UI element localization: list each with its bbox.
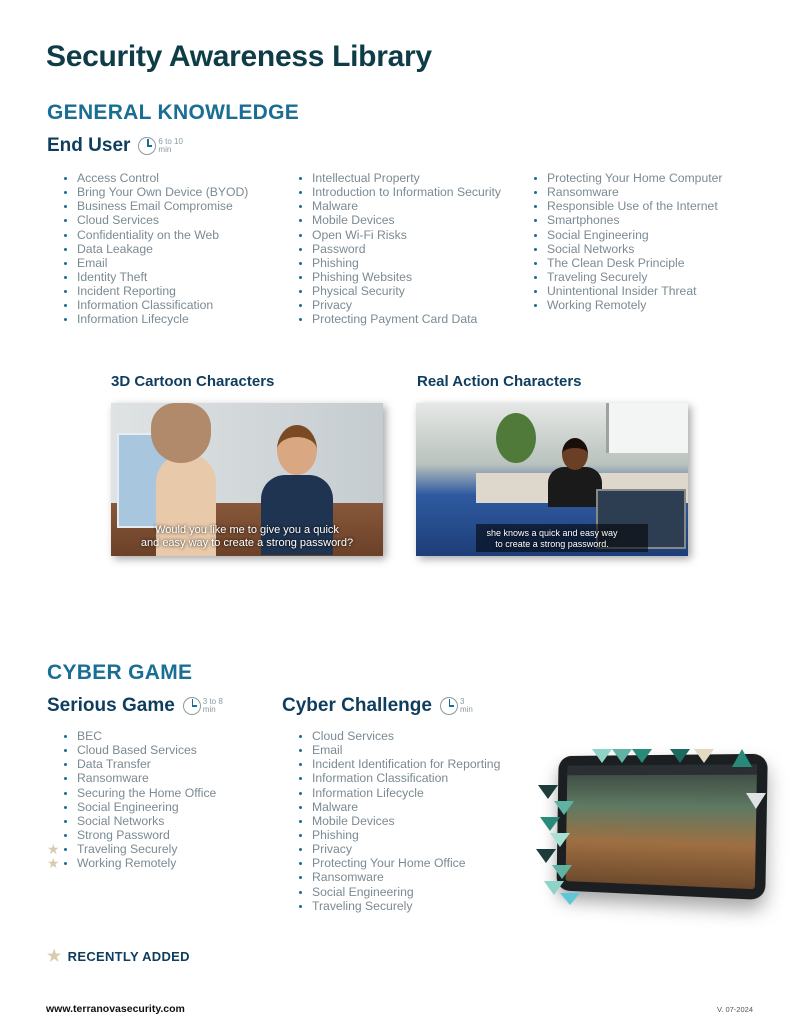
- bullet-icon: [534, 191, 537, 194]
- bullet-icon: [299, 276, 302, 279]
- list-item-label: Traveling Securely: [547, 269, 648, 284]
- cartoon-video-thumbnail: [111, 403, 383, 556]
- list-item: [282, 312, 501, 326]
- list-item-label: Working Remotely: [77, 856, 177, 871]
- list-item: [282, 899, 500, 913]
- general-knowledge-heading: GENERAL KNOWLEDGE: [47, 101, 300, 124]
- list-item-label: Cloud Services: [77, 213, 159, 228]
- list-item: [282, 298, 501, 312]
- bullet-icon: [64, 749, 67, 752]
- bullet-icon: [64, 806, 67, 809]
- bullet-icon: [299, 248, 302, 251]
- duration-range: 6 to 10: [158, 137, 183, 146]
- bullet-icon: [534, 276, 537, 279]
- bullet-icon: [299, 891, 302, 894]
- serious-game-duration: [183, 697, 223, 715]
- list-item-label: Smartphones: [547, 213, 620, 228]
- list-item: [47, 199, 248, 213]
- bullet-icon: [534, 177, 537, 180]
- page-title: Security Awareness Library: [46, 40, 432, 73]
- list-item: [517, 270, 722, 284]
- duration-unit: min: [459, 705, 473, 714]
- bullet-icon: [299, 262, 302, 265]
- list-item: [282, 743, 500, 757]
- bullet-icon: [64, 177, 67, 180]
- list-item: [282, 729, 500, 743]
- list-item-label: Securing the Home Office: [77, 785, 217, 800]
- list-item: [282, 856, 500, 870]
- list-item: [282, 885, 500, 899]
- real-action-video-thumbnail: [416, 403, 688, 556]
- duration-unit: min: [158, 145, 172, 154]
- bullet-icon: [299, 735, 302, 738]
- list-item-label: Intellectual Property: [312, 171, 420, 185]
- list-item-label: Traveling Securely: [312, 898, 413, 913]
- list-item-label: Password: [312, 241, 366, 256]
- end-user-label: End User: [47, 135, 131, 156]
- real-caption-line1: she knows a quick and easy way: [486, 528, 618, 538]
- list-item: [517, 242, 722, 256]
- list-item: [517, 185, 722, 199]
- list-item-label: Email: [312, 743, 343, 758]
- cyber-game-tablet-illustration: [500, 745, 770, 910]
- list-item: [282, 757, 500, 771]
- cyber-challenge-list: [282, 729, 500, 913]
- list-item-label: Social Networks: [547, 241, 635, 256]
- list-item-label: Social Engineering: [547, 227, 649, 242]
- list-item: [282, 213, 501, 227]
- bullet-icon: [64, 205, 67, 208]
- list-item: [282, 228, 501, 242]
- duration-range: 3 to 8: [202, 697, 223, 706]
- serious-game-list: [47, 729, 216, 870]
- serious-game-label: Serious Game: [47, 695, 175, 716]
- list-item-label: The Clean Desk Principle: [547, 255, 685, 270]
- list-item: [47, 213, 248, 227]
- cyber-challenge-duration: [440, 697, 473, 715]
- recently-added-label: RECENTLY ADDED: [67, 948, 190, 964]
- bullet-icon: [299, 191, 302, 194]
- list-item: [282, 800, 500, 814]
- bullet-icon: [299, 777, 302, 780]
- star-icon: ★: [47, 948, 62, 965]
- list-item: [47, 729, 216, 743]
- list-item-label: Ransomware: [312, 870, 384, 885]
- clock-icon: [440, 697, 458, 715]
- list-item-label: Cloud Services: [312, 729, 394, 743]
- cyber-challenge-label: Cyber Challenge: [282, 695, 432, 716]
- bullet-icon: [64, 276, 67, 279]
- bullet-icon: [299, 792, 302, 795]
- list-item: [47, 242, 248, 256]
- list-item: [282, 256, 501, 270]
- list-item-label: Introduction to Information Security: [312, 185, 502, 200]
- list-item: [282, 171, 501, 185]
- list-item-label: Bring Your Own Device (BYOD): [77, 185, 249, 200]
- list-item-label: Mobile Devices: [312, 813, 395, 828]
- bullet-icon: [299, 290, 302, 293]
- end-user-list-col2: [282, 171, 501, 327]
- list-item: [282, 870, 500, 884]
- bullet-icon: [64, 834, 67, 837]
- bullet-icon: [534, 248, 537, 251]
- real-caption: [416, 528, 688, 550]
- bullet-icon: [64, 191, 67, 194]
- bullet-icon: [64, 735, 67, 738]
- bullet-icon: [534, 219, 537, 222]
- list-item: [517, 256, 722, 270]
- list-item-label: Social Engineering: [77, 799, 179, 814]
- duration-range: 3: [459, 697, 465, 706]
- bullet-icon: [534, 304, 537, 307]
- list-item: [282, 786, 500, 800]
- list-item-label: Cloud Based Services: [77, 743, 197, 758]
- list-item-label: Working Remotely: [547, 298, 647, 313]
- list-item: [282, 828, 500, 842]
- list-item: [282, 842, 500, 856]
- bullet-icon: [299, 905, 302, 908]
- recently-added-legend: [47, 946, 190, 966]
- list-item-label: Malware: [312, 199, 359, 214]
- list-item-label: Unintentional Insider Threat: [547, 284, 697, 299]
- list-item: [47, 842, 216, 856]
- cartoon-caption-line1: Would you like me to give you a quick: [155, 524, 339, 536]
- bullet-icon: [299, 749, 302, 752]
- clock-icon: [183, 697, 201, 715]
- bullet-icon: [64, 290, 67, 293]
- list-item-label: Physical Security: [312, 284, 405, 299]
- bullet-icon: [64, 862, 67, 865]
- list-item-label: BEC: [77, 729, 103, 743]
- bullet-icon: [299, 806, 302, 809]
- list-item: [47, 298, 248, 312]
- bullet-icon: [64, 234, 67, 237]
- footer-url[interactable]: www.terranovasecurity.com: [46, 1003, 185, 1015]
- list-item-label: Privacy: [312, 298, 352, 313]
- list-item: [282, 242, 501, 256]
- bullet-icon: [64, 318, 67, 321]
- list-item-label: Information Lifecycle: [77, 312, 189, 327]
- bullet-icon: [299, 177, 302, 180]
- bullet-icon: [64, 763, 67, 766]
- bullet-icon: [64, 219, 67, 222]
- list-item: [517, 171, 722, 185]
- list-item: [47, 757, 216, 771]
- list-item-label: Protecting Your Home Office: [312, 856, 466, 871]
- list-item: [517, 228, 722, 242]
- cartoon-caption: [111, 524, 383, 550]
- list-item: [47, 771, 216, 785]
- list-item: [282, 771, 500, 785]
- list-item-label: Mobile Devices: [312, 213, 395, 228]
- bullet-icon: [534, 234, 537, 237]
- list-item-label: Access Control: [77, 171, 159, 185]
- bullet-icon: [64, 262, 67, 265]
- list-item-label: Phishing: [312, 255, 359, 270]
- end-user-heading: [47, 135, 183, 157]
- real-action-heading: Real Action Characters: [417, 373, 582, 390]
- list-item-label: Phishing: [312, 827, 359, 842]
- bullet-icon: [64, 848, 67, 851]
- list-item-label: Phishing Websites: [312, 269, 413, 284]
- list-item-label: Privacy: [312, 842, 352, 857]
- list-item: [47, 312, 248, 326]
- list-item-label: Information Classification: [77, 298, 214, 313]
- list-item-label: Information Lifecycle: [312, 785, 424, 800]
- list-item: [517, 298, 722, 312]
- list-item-label: Protecting Your Home Computer: [547, 171, 723, 185]
- bullet-icon: [299, 304, 302, 307]
- list-item: [47, 828, 216, 842]
- list-item: [282, 199, 501, 213]
- list-item-label: Confidentiality on the Web: [77, 227, 220, 242]
- bullet-icon: [534, 262, 537, 265]
- real-caption-line2: to create a strong password.: [495, 539, 609, 549]
- list-item: [47, 814, 216, 828]
- list-item-label: Traveling Securely: [77, 842, 178, 857]
- bullet-icon: [299, 848, 302, 851]
- list-item: [47, 743, 216, 757]
- list-item-label: Open Wi-Fi Risks: [312, 227, 407, 242]
- list-item: [517, 213, 722, 227]
- list-item-label: Email: [77, 255, 108, 270]
- list-item-label: Malware: [312, 799, 359, 814]
- list-item-label: Data Transfer: [77, 757, 151, 772]
- duration-unit: min: [202, 705, 216, 714]
- list-item: [47, 171, 248, 185]
- cyber-game-heading: CYBER GAME: [47, 661, 193, 684]
- list-item: [517, 284, 722, 298]
- bullet-icon: [299, 820, 302, 823]
- list-item-label: Incident Reporting: [77, 284, 176, 299]
- star-icon: ★: [47, 841, 60, 858]
- list-item: [47, 856, 216, 870]
- list-item: [282, 284, 501, 298]
- list-item: [47, 228, 248, 242]
- bullet-icon: [64, 820, 67, 823]
- bullet-icon: [299, 763, 302, 766]
- list-item: [47, 185, 248, 199]
- bullet-icon: [299, 876, 302, 879]
- list-item: [47, 800, 216, 814]
- cartoon-caption-line2: and easy way to create a strong password?: [140, 537, 354, 549]
- bullet-icon: [299, 862, 302, 865]
- end-user-duration: [138, 137, 182, 155]
- list-item-label: Identity Theft: [77, 269, 148, 284]
- footer-version: V. 07-2024: [716, 1005, 753, 1014]
- cyber-challenge-heading: [282, 695, 473, 717]
- cartoon-heading: 3D Cartoon Characters: [111, 373, 275, 390]
- list-item-label: Incident Identification for Reporting: [312, 757, 501, 772]
- end-user-list-col3: [517, 171, 722, 312]
- bullet-icon: [534, 205, 537, 208]
- bullet-icon: [64, 792, 67, 795]
- list-item-label: Data Leakage: [77, 241, 153, 256]
- list-item: [47, 270, 248, 284]
- list-item-label: Strong Password: [77, 827, 170, 842]
- list-item-label: Ransomware: [547, 185, 619, 200]
- bullet-icon: [64, 248, 67, 251]
- list-item-label: Responsible Use of the Internet: [547, 199, 718, 214]
- list-item-label: Information Classification: [312, 771, 449, 786]
- list-item-label: Social Networks: [77, 813, 165, 828]
- bullet-icon: [299, 834, 302, 837]
- clock-icon: [138, 137, 156, 155]
- tablet-device: [556, 754, 767, 900]
- list-item-label: Business Email Compromise: [77, 199, 233, 214]
- list-item: [282, 185, 501, 199]
- list-item-label: Social Engineering: [312, 884, 414, 899]
- bullet-icon: [64, 777, 67, 780]
- list-item: [282, 814, 500, 828]
- list-item: [517, 199, 722, 213]
- bullet-icon: [299, 219, 302, 222]
- serious-game-heading: [47, 695, 223, 717]
- list-item: [47, 256, 248, 270]
- bullet-icon: [299, 318, 302, 321]
- list-item: [47, 284, 248, 298]
- list-item-label: Protecting Payment Card Data: [312, 312, 478, 327]
- list-item: [47, 786, 216, 800]
- bullet-icon: [299, 205, 302, 208]
- bullet-icon: [64, 304, 67, 307]
- list-item: [282, 270, 501, 284]
- bullet-icon: [299, 234, 302, 237]
- end-user-list-col1: [47, 171, 248, 327]
- star-icon: ★: [47, 855, 60, 872]
- list-item-label: Ransomware: [77, 771, 149, 786]
- bullet-icon: [534, 290, 537, 293]
